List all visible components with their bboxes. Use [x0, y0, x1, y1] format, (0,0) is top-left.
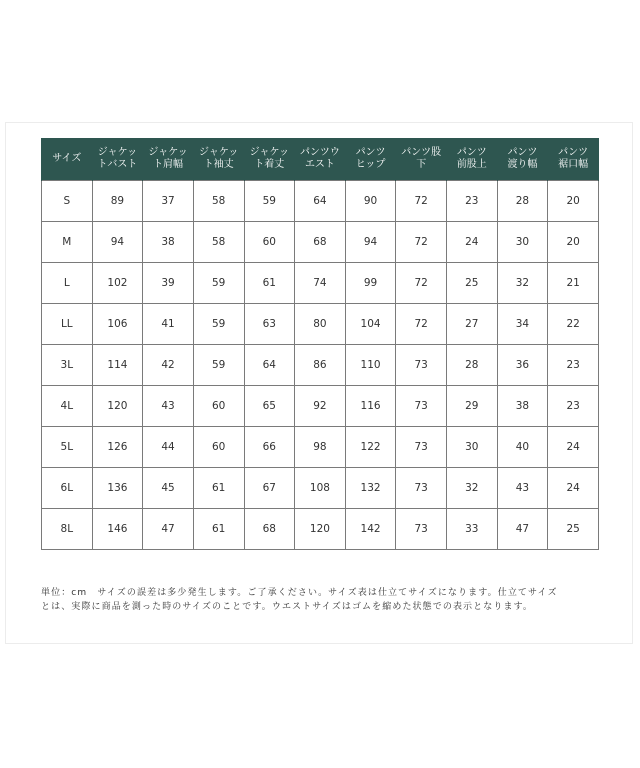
table-cell: 41 — [143, 304, 194, 345]
header-size: サイズ — [42, 138, 93, 181]
table-cell: 86 — [295, 345, 346, 386]
table-cell: 38 — [143, 222, 194, 263]
header-jacket-shoulder: ジャケッ ト肩幅 — [143, 138, 194, 181]
table-cell: 80 — [295, 304, 346, 345]
table-cell: 68 — [244, 509, 295, 550]
table-cell: 68 — [295, 222, 346, 263]
table-cell: 20 — [548, 181, 599, 222]
table-cell: 24 — [548, 427, 599, 468]
table-cell: 74 — [295, 263, 346, 304]
header-pants-hip: パンツ ヒップ — [345, 138, 396, 181]
size-label-cell: M — [42, 222, 93, 263]
table-cell: 73 — [396, 509, 447, 550]
table-cell: 39 — [143, 263, 194, 304]
table-cell: 29 — [447, 386, 498, 427]
table-cell: 63 — [244, 304, 295, 345]
table-cell: 106 — [92, 304, 143, 345]
table-cell: 59 — [193, 263, 244, 304]
table-cell: 64 — [295, 181, 346, 222]
table-cell: 45 — [143, 468, 194, 509]
table-cell: 43 — [143, 386, 194, 427]
table-header-row — [42, 138, 599, 181]
table-row — [42, 468, 599, 509]
table-cell: 64 — [244, 345, 295, 386]
table-cell: 28 — [447, 345, 498, 386]
header-pants-inseam: パンツ股下 — [396, 138, 447, 181]
table-row — [42, 386, 599, 427]
table-cell: 73 — [396, 427, 447, 468]
table-cell: 30 — [447, 427, 498, 468]
table-cell: 24 — [447, 222, 498, 263]
table-cell: 27 — [447, 304, 498, 345]
size-label-cell: S — [42, 181, 93, 222]
table-cell: 25 — [548, 509, 599, 550]
header-jacket-length: ジャケッ ト着丈 — [244, 138, 295, 181]
table-cell: 67 — [244, 468, 295, 509]
table-cell: 65 — [244, 386, 295, 427]
table-cell: 73 — [396, 345, 447, 386]
table-cell: 98 — [295, 427, 346, 468]
size-label-cell: 6L — [42, 468, 93, 509]
table-row — [42, 304, 599, 345]
table-cell: 34 — [497, 304, 548, 345]
size-table — [41, 138, 599, 550]
table-cell: 33 — [447, 509, 498, 550]
size-label-cell: 8L — [42, 509, 93, 550]
header-pants-front-rise: パンツ 前股上 — [447, 138, 498, 181]
table-cell: 90 — [345, 181, 396, 222]
table-cell: 25 — [447, 263, 498, 304]
size-note — [41, 586, 601, 614]
table-cell: 132 — [345, 468, 396, 509]
table-cell: 32 — [497, 263, 548, 304]
table-row — [42, 263, 599, 304]
table-cell: 136 — [92, 468, 143, 509]
table-cell: 23 — [548, 386, 599, 427]
table-cell: 120 — [92, 386, 143, 427]
table-cell: 59 — [193, 345, 244, 386]
table-cell: 142 — [345, 509, 396, 550]
size-label-cell: 4L — [42, 386, 93, 427]
table-row — [42, 181, 599, 222]
table-cell: 120 — [295, 509, 346, 550]
table-row — [42, 345, 599, 386]
table-cell: 60 — [193, 386, 244, 427]
header-pants-waist: パンツウ エスト — [295, 138, 346, 181]
table-cell: 110 — [345, 345, 396, 386]
table-cell: 94 — [92, 222, 143, 263]
table-cell: 58 — [193, 222, 244, 263]
table-row — [42, 427, 599, 468]
table-cell: 20 — [548, 222, 599, 263]
table-cell: 73 — [396, 386, 447, 427]
table-cell: 40 — [497, 427, 548, 468]
table-cell: 23 — [548, 345, 599, 386]
table-cell: 47 — [143, 509, 194, 550]
table-cell: 126 — [92, 427, 143, 468]
table-cell: 72 — [396, 222, 447, 263]
table-cell: 72 — [396, 263, 447, 304]
table-cell: 37 — [143, 181, 194, 222]
header-pants-hem: パンツ 裾口幅 — [548, 138, 599, 181]
table-cell: 72 — [396, 304, 447, 345]
table-cell: 72 — [396, 181, 447, 222]
table-cell: 28 — [497, 181, 548, 222]
table-cell: 22 — [548, 304, 599, 345]
table-cell: 60 — [193, 427, 244, 468]
size-label-cell: L — [42, 263, 93, 304]
table-cell: 146 — [92, 509, 143, 550]
table-cell: 104 — [345, 304, 396, 345]
size-label-cell: 3L — [42, 345, 93, 386]
table-cell: 60 — [244, 222, 295, 263]
table-cell: 21 — [548, 263, 599, 304]
table-cell: 23 — [447, 181, 498, 222]
table-cell: 24 — [548, 468, 599, 509]
table-cell: 102 — [92, 263, 143, 304]
table-cell: 61 — [193, 509, 244, 550]
table-cell: 59 — [193, 304, 244, 345]
size-label-cell: LL — [42, 304, 93, 345]
table-cell: 94 — [345, 222, 396, 263]
table-cell: 114 — [92, 345, 143, 386]
table-cell: 47 — [497, 509, 548, 550]
table-cell: 89 — [92, 181, 143, 222]
table-cell: 116 — [345, 386, 396, 427]
size-note-line-1: 単位：cm サイズの誤差は多少発生します。ご了承ください。サイズ表は仕立てサイズになります。仕立てサイズ — [41, 588, 558, 598]
table-cell: 44 — [143, 427, 194, 468]
table-row — [42, 509, 599, 550]
table-cell: 99 — [345, 263, 396, 304]
table-cell: 30 — [497, 222, 548, 263]
header-jacket-bust: ジャケッ トバスト — [92, 138, 143, 181]
table-cell: 42 — [143, 345, 194, 386]
table-cell: 58 — [193, 181, 244, 222]
table-cell: 66 — [244, 427, 295, 468]
table-cell: 59 — [244, 181, 295, 222]
table-cell: 108 — [295, 468, 346, 509]
table-row — [42, 222, 599, 263]
table-cell: 73 — [396, 468, 447, 509]
header-pants-thigh: パンツ 渡り幅 — [497, 138, 548, 181]
table-cell: 92 — [295, 386, 346, 427]
table-cell: 61 — [193, 468, 244, 509]
table-cell: 43 — [497, 468, 548, 509]
table-cell: 32 — [447, 468, 498, 509]
table-cell: 61 — [244, 263, 295, 304]
table-cell: 122 — [345, 427, 396, 468]
size-label-cell: 5L — [42, 427, 93, 468]
size-note-line-2: とは、実際に商品を測った時のサイズのことです。ウエストサイズはゴムを縮めた状態での表示となります。 — [41, 602, 534, 612]
table-cell: 38 — [497, 386, 548, 427]
table-cell: 36 — [497, 345, 548, 386]
table-body — [42, 181, 599, 550]
header-jacket-sleeve: ジャケッ ト袖丈 — [193, 138, 244, 181]
